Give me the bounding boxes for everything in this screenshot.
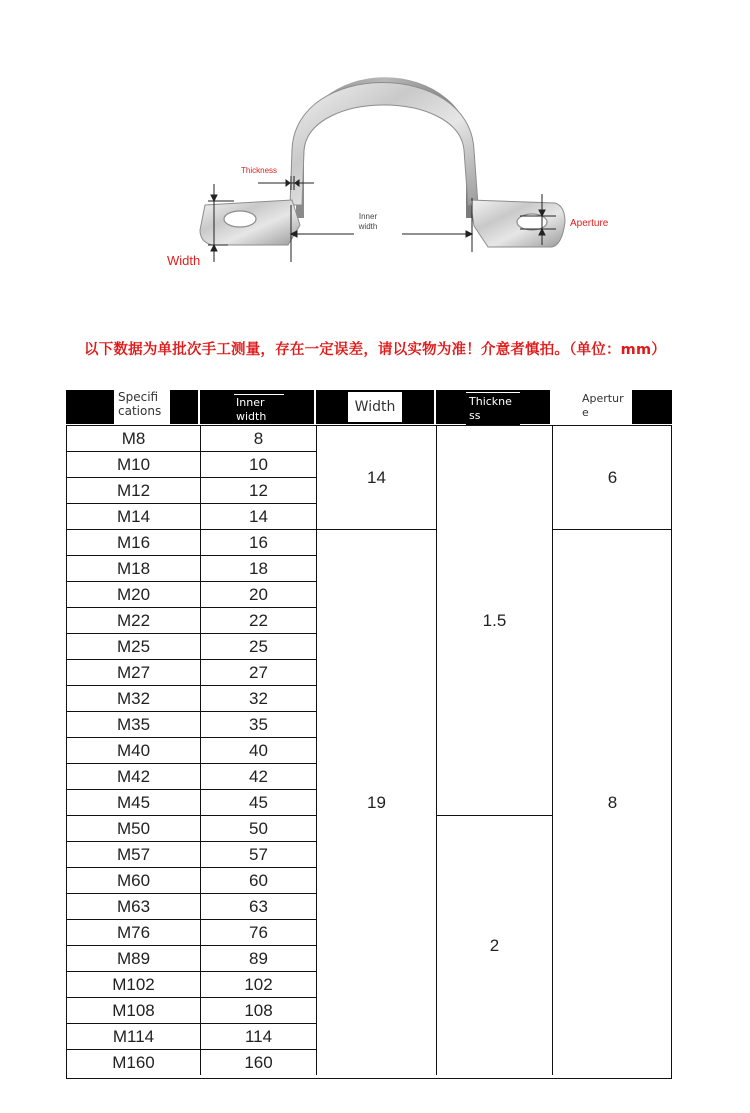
clamp-image xyxy=(200,81,565,247)
thickness-cell: 2 xyxy=(436,815,552,1075)
pipe-clamp-diagram xyxy=(0,0,750,300)
width-label: Width xyxy=(167,253,201,268)
inner-width-cell: 18 xyxy=(200,555,316,581)
inner-width-cell: 160 xyxy=(200,1049,316,1075)
inner-width-cell: 45 xyxy=(200,789,316,815)
inner-width-cell: 102 xyxy=(200,971,316,997)
spec-cell: M18 xyxy=(66,555,200,581)
inner-width-cell: 76 xyxy=(200,919,316,945)
inner-width-cell: 8 xyxy=(200,425,316,451)
spec-cell: M114 xyxy=(66,1023,200,1049)
spec-cell: M20 xyxy=(66,581,200,607)
spec-cell: M10 xyxy=(66,451,200,477)
inner-width-dimension xyxy=(291,198,472,262)
inner-width-cell: 16 xyxy=(200,529,316,555)
spec-cell: M102 xyxy=(66,971,200,997)
inner-width-cell: 25 xyxy=(200,633,316,659)
inner-width-cell: 22 xyxy=(200,607,316,633)
inner-width-cell: 12 xyxy=(200,477,316,503)
inner-width-label-line1: Inner xyxy=(358,212,378,221)
header-aperture-label: Apertur e xyxy=(552,390,632,424)
header-thickness-label: Thickne ss xyxy=(466,392,520,425)
inner-width-cell: 50 xyxy=(200,815,316,841)
spec-cell: M45 xyxy=(66,789,200,815)
specifications-table xyxy=(66,390,672,1079)
inner-width-cell: 27 xyxy=(200,659,316,685)
spec-cell: M42 xyxy=(66,763,200,789)
spec-cell: M16 xyxy=(66,529,200,555)
header-inner-width xyxy=(200,390,314,424)
aperture-label: Aperture xyxy=(570,218,609,229)
inner-width-cell: 40 xyxy=(200,737,316,763)
header-aperture xyxy=(552,390,672,424)
header-spec-label: Specifi cations xyxy=(114,390,170,424)
spec-cell: M76 xyxy=(66,919,200,945)
inner-width-cell: 89 xyxy=(200,945,316,971)
spec-cell: M40 xyxy=(66,737,200,763)
width-cell: 19 xyxy=(316,529,436,1075)
inner-width-label-line2: width xyxy=(358,222,378,231)
thickness-cell: 1.5 xyxy=(436,425,552,815)
thickness-label: Thickness xyxy=(241,166,278,175)
header-width-label: Width xyxy=(348,392,402,422)
inner-width-cell: 20 xyxy=(200,581,316,607)
aperture-cell: 8 xyxy=(552,529,672,1075)
spec-cell: M89 xyxy=(66,945,200,971)
inner-width-cell: 60 xyxy=(200,867,316,893)
spec-cell: M63 xyxy=(66,893,200,919)
inner-width-cell: 32 xyxy=(200,685,316,711)
width-cell: 14 xyxy=(316,425,436,529)
header-width xyxy=(316,390,434,424)
inner-width-cell: 63 xyxy=(200,893,316,919)
spec-cell: M25 xyxy=(66,633,200,659)
spec-cell: M50 xyxy=(66,815,200,841)
spec-cell: M14 xyxy=(66,503,200,529)
header-spec xyxy=(66,390,198,424)
spec-cell: M32 xyxy=(66,685,200,711)
measurement-notice: 以下数据为单批次手工测量，存在一定误差，请以实物为准！介意者慎拍。（单位：mm） xyxy=(84,342,666,358)
inner-width-cell: 114 xyxy=(200,1023,316,1049)
inner-width-cell: 35 xyxy=(200,711,316,737)
thickness-dimension xyxy=(258,176,314,190)
spec-cell: M57 xyxy=(66,841,200,867)
inner-width-cell: 57 xyxy=(200,841,316,867)
spec-cell: M22 xyxy=(66,607,200,633)
aperture-cell: 6 xyxy=(552,425,672,529)
spec-cell: M27 xyxy=(66,659,200,685)
spec-cell: M108 xyxy=(66,997,200,1023)
inner-width-cell: 108 xyxy=(200,997,316,1023)
inner-width-cell: 10 xyxy=(200,451,316,477)
header-inner-width-label: Inner width xyxy=(234,394,284,423)
spec-cell: M60 xyxy=(66,867,200,893)
spec-cell: M35 xyxy=(66,711,200,737)
spec-cell: M8 xyxy=(66,425,200,451)
spec-cell: M12 xyxy=(66,477,200,503)
spec-cell: M160 xyxy=(66,1049,200,1075)
header-thickness xyxy=(436,390,550,424)
inner-width-cell: 42 xyxy=(200,763,316,789)
inner-width-cell: 14 xyxy=(200,503,316,529)
